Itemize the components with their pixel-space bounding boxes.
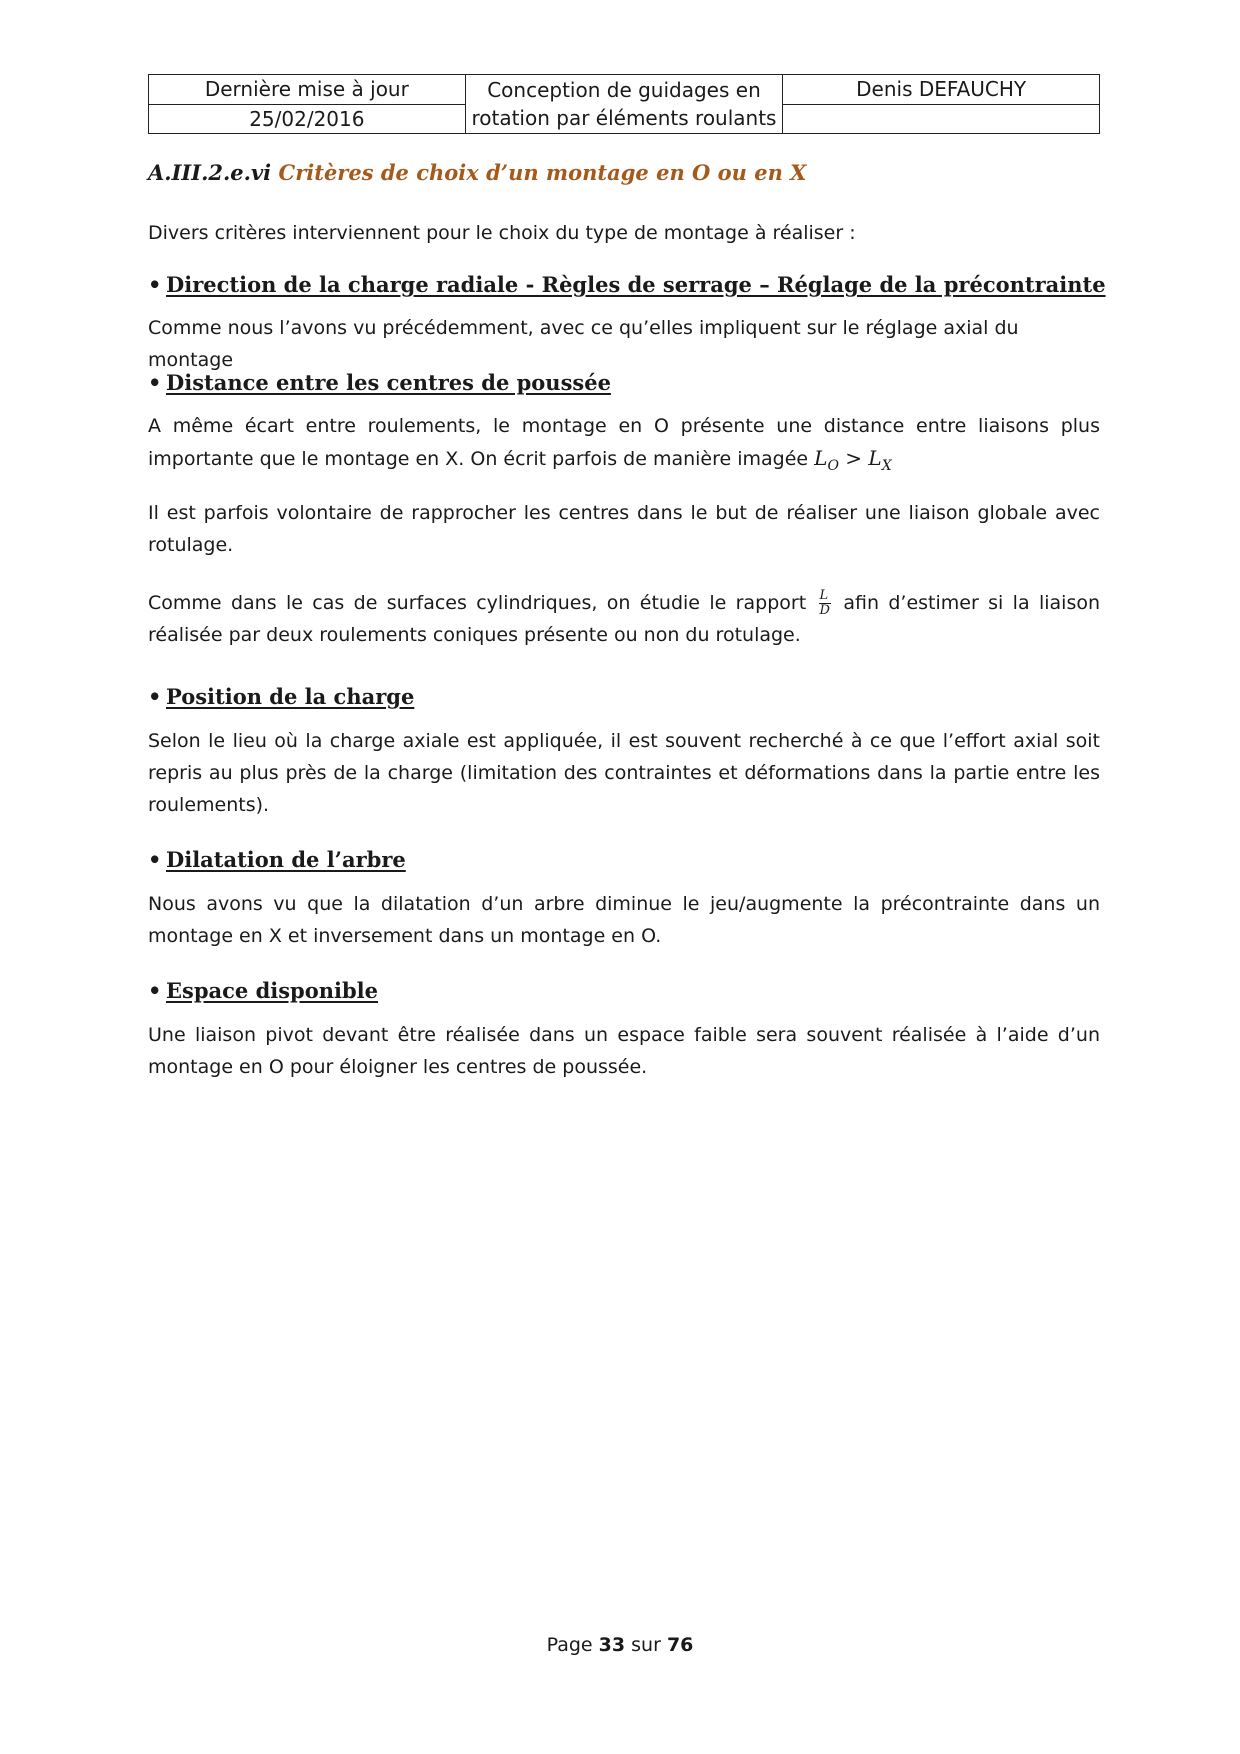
document-title bbox=[465, 75, 783, 134]
bullet-icon: • bbox=[148, 847, 162, 872]
of-word: sur bbox=[631, 1634, 661, 1656]
bullet-icon: • bbox=[148, 370, 162, 395]
distance-text-3a: Comme dans le cas de surfaces cylindriques, on étudie le rapport bbox=[148, 592, 807, 614]
bullet-icon: • bbox=[148, 978, 162, 1003]
page-footer bbox=[0, 1634, 1240, 1656]
heading-distance-text: Distance entre les centres de poussée bbox=[166, 370, 611, 395]
heading-dilatation-text: Dilatation de l’arbre bbox=[166, 847, 406, 872]
heading-espace-text: Espace disponible bbox=[166, 978, 379, 1003]
document-title-line1: Conception de guidages en bbox=[487, 78, 761, 102]
intro-paragraph: Divers critères interviennent pour le choix du type de montage à réaliser : bbox=[148, 222, 856, 244]
math-lo-greater-lx: $L_O > L_X$ bbox=[814, 446, 892, 474]
heading-espace bbox=[148, 978, 378, 1003]
bullet-icon: • bbox=[148, 684, 162, 709]
header-table bbox=[148, 74, 1100, 134]
section-title: Critères de choix d’un montage en O ou en X bbox=[278, 160, 807, 185]
heading-direction bbox=[148, 272, 1106, 297]
bullet-icon: • bbox=[148, 272, 162, 297]
distance-paragraph-2: Il est parfois volontaire de rapprocher les centres dans le but de réaliser une liaison globale avec rotulage. bbox=[148, 502, 1100, 556]
dilatation-paragraph: Nous avons vu que la dilatation d’un arbre diminue le jeu/augmente la précontrainte dans un montage en X et inversement dans un montage en O. bbox=[148, 893, 1100, 947]
heading-direction-text: Direction de la charge radiale - Règles de serrage – Réglage de la précontrainte bbox=[166, 272, 1106, 297]
distance-paragraph-3 bbox=[148, 587, 1100, 651]
page-word: Page bbox=[546, 1634, 593, 1656]
distance-text-3b: afin d’estimer si la liaison réalisée par deux roulements coniques présente ou non du rotulage. bbox=[148, 592, 1101, 646]
distance-paragraph-1 bbox=[148, 410, 1100, 482]
position-paragraph: Selon le lieu où la charge axiale est appliquée, il est souvent recherché à ce que l’effort axial soit repris au plus près de la charge (limitation des contraintes et déformations dans la partie entre les roulements). bbox=[148, 730, 1100, 816]
document-title-line2: rotation par éléments roulants bbox=[471, 106, 777, 130]
empty-cell bbox=[783, 104, 1100, 134]
direction-paragraph: Comme nous l’avons vu précédemment, avec ce qu’elles impliquent sur le réglage axial du montage bbox=[148, 317, 1019, 371]
heading-position-text: Position de la charge bbox=[166, 684, 415, 709]
distance-text-1: A même écart entre roulements, le montage en O présente une distance entre liaisons plus importante que le montage en X. On écrit parfois de manière imagée bbox=[148, 415, 1100, 470]
section-heading bbox=[148, 160, 806, 185]
page-number: 33 bbox=[598, 1634, 626, 1656]
author-name: Denis DEFAUCHY bbox=[783, 75, 1100, 105]
espace-paragraph: Une liaison pivot devant être réalisée dans un espace faible sera souvent réalisée à l’aide d’un montage en O pour éloigner les centres de poussée. bbox=[148, 1024, 1100, 1078]
total-pages: 76 bbox=[666, 1634, 694, 1656]
heading-distance bbox=[148, 370, 611, 395]
heading-position bbox=[148, 684, 414, 709]
last-update-label: Dernière mise à jour bbox=[149, 75, 466, 105]
update-date: 25/02/2016 bbox=[149, 104, 466, 134]
fraction-l-over-d: $\frac{L}{D}$ bbox=[819, 588, 830, 618]
heading-dilatation bbox=[148, 847, 406, 872]
section-number: A.III.2.e.vi bbox=[148, 160, 272, 185]
